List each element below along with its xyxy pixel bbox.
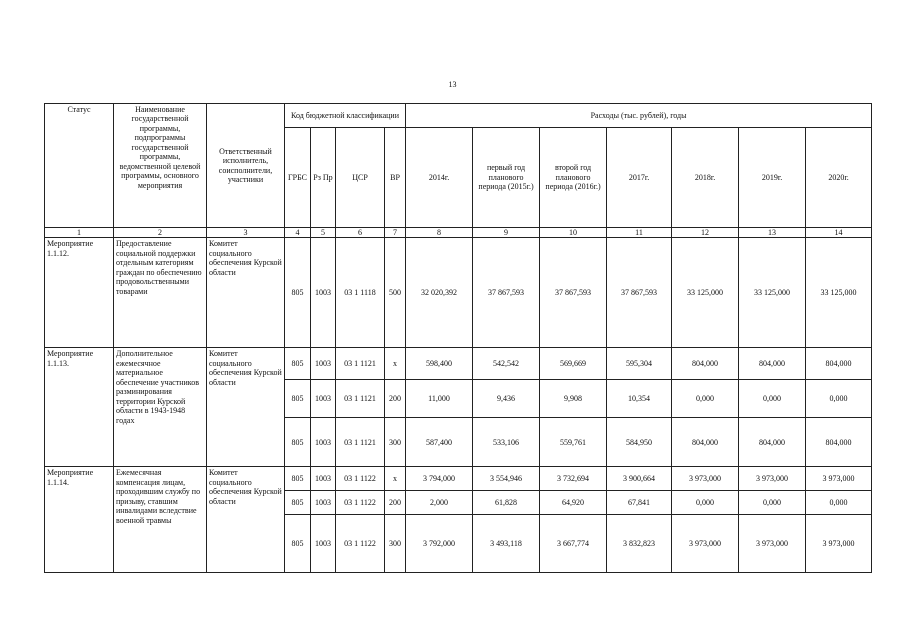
activity-status: Мероприятие 1.1.14. xyxy=(45,467,114,573)
table-row xyxy=(45,348,872,380)
value-cell: 595,304 xyxy=(607,348,672,380)
header-year: 2014г. xyxy=(406,128,473,228)
value-cell: 559,761 xyxy=(540,418,607,467)
header-status: Статус xyxy=(45,104,114,228)
header-csr: ЦСР xyxy=(336,128,385,228)
vr-cell: х xyxy=(385,467,406,491)
header-grbs: ГРБС xyxy=(285,128,311,228)
value-cell: 587,400 xyxy=(406,418,473,467)
rzpr-cell: 1003 xyxy=(311,348,336,380)
activity-responsible: Комитет социального обеспечения Курской области xyxy=(207,467,285,573)
column-number: 8 xyxy=(406,228,473,238)
column-number: 12 xyxy=(672,228,739,238)
grbs-cell: 805 xyxy=(285,491,311,515)
value-cell: 0,000 xyxy=(672,491,739,515)
value-cell: 584,950 xyxy=(607,418,672,467)
value-cell: 3 554,946 xyxy=(473,467,540,491)
value-cell: 3 792,000 xyxy=(406,515,473,573)
rzpr-cell: 1003 xyxy=(311,418,336,467)
column-number: 6 xyxy=(336,228,385,238)
header-rzpr: Рз Пр xyxy=(311,128,336,228)
value-cell: 804,000 xyxy=(672,348,739,380)
header-name: Наименование государственной программы, подпрограммы государственной программы, ведомственной целевой программы, основного мероприятия xyxy=(114,104,207,228)
value-cell: 9,436 xyxy=(473,380,540,418)
value-cell: 33 125,000 xyxy=(672,238,739,348)
value-cell: 32 020,392 xyxy=(406,238,473,348)
rzpr-cell: 1003 xyxy=(311,380,336,418)
vr-cell: 200 xyxy=(385,380,406,418)
value-cell: 33 125,000 xyxy=(739,238,806,348)
csr-cell: 03 1 1121 xyxy=(336,348,385,380)
grbs-cell: 805 xyxy=(285,348,311,380)
value-cell: 3 667,774 xyxy=(540,515,607,573)
rzpr-cell: 1003 xyxy=(311,467,336,491)
csr-cell: 03 1 1122 xyxy=(336,515,385,573)
value-cell: 804,000 xyxy=(739,418,806,467)
value-cell: 9,908 xyxy=(540,380,607,418)
value-cell: 804,000 xyxy=(806,418,872,467)
activity-responsible: Комитет социального обеспечения Курской области xyxy=(207,348,285,467)
column-number: 5 xyxy=(311,228,336,238)
value-cell: 3 973,000 xyxy=(739,515,806,573)
activity-name: Дополнительное ежемесячное материальное обеспечение участников разминирования территории Курской области в 1943-1948 годах xyxy=(114,348,207,467)
grbs-cell: 805 xyxy=(285,418,311,467)
value-cell: 533,106 xyxy=(473,418,540,467)
vr-cell: 200 xyxy=(385,491,406,515)
header-year: второй год планового периода (2016г.) xyxy=(540,128,607,228)
activity-responsible: Комитет социального обеспечения Курской области xyxy=(207,238,285,348)
header-year: первый год планового периода (2015г.) xyxy=(473,128,540,228)
activity-status: Мероприятие 1.1.13. xyxy=(45,348,114,467)
header-year: 2020г. xyxy=(806,128,872,228)
rzpr-cell: 1003 xyxy=(311,491,336,515)
value-cell: 37 867,593 xyxy=(607,238,672,348)
column-numbers-row xyxy=(45,228,872,238)
activity-name: Ежемесячная компенсация лицам, проходившим службу по призыву, ставшим инвалидами вследствие военной травмы xyxy=(114,467,207,573)
value-cell: 67,841 xyxy=(607,491,672,515)
value-cell: 3 832,823 xyxy=(607,515,672,573)
table-row xyxy=(45,467,872,491)
grbs-cell: 805 xyxy=(285,238,311,348)
value-cell: 37 867,593 xyxy=(473,238,540,348)
value-cell: 0,000 xyxy=(672,380,739,418)
table-row xyxy=(45,238,872,348)
rzpr-cell: 1003 xyxy=(311,515,336,573)
activity-name: Предоставление социальной поддержки отдельным категориям граждан по обеспечению продовольственными товарами xyxy=(114,238,207,348)
value-cell: 3 973,000 xyxy=(806,467,872,491)
header-year: 2019г. xyxy=(739,128,806,228)
grbs-cell: 805 xyxy=(285,515,311,573)
value-cell: 3 973,000 xyxy=(739,467,806,491)
value-cell: 804,000 xyxy=(806,348,872,380)
value-cell: 33 125,000 xyxy=(806,238,872,348)
column-number: 13 xyxy=(739,228,806,238)
header-year: 2018г. xyxy=(672,128,739,228)
column-number: 4 xyxy=(285,228,311,238)
value-cell: 0,000 xyxy=(806,491,872,515)
vr-cell: х xyxy=(385,348,406,380)
value-cell: 11,000 xyxy=(406,380,473,418)
value-cell: 3 794,000 xyxy=(406,467,473,491)
value-cell: 61,828 xyxy=(473,491,540,515)
column-number: 9 xyxy=(473,228,540,238)
value-cell: 804,000 xyxy=(672,418,739,467)
activity-status: Мероприятие 1.1.12. xyxy=(45,238,114,348)
value-cell: 0,000 xyxy=(806,380,872,418)
value-cell: 10,354 xyxy=(607,380,672,418)
column-number: 11 xyxy=(607,228,672,238)
value-cell: 3 973,000 xyxy=(806,515,872,573)
column-number: 10 xyxy=(540,228,607,238)
grbs-cell: 805 xyxy=(285,380,311,418)
csr-cell: 03 1 1121 xyxy=(336,380,385,418)
value-cell: 2,000 xyxy=(406,491,473,515)
column-number: 14 xyxy=(806,228,872,238)
csr-cell: 03 1 1122 xyxy=(336,467,385,491)
value-cell: 37 867,593 xyxy=(540,238,607,348)
header-year: 2017г. xyxy=(607,128,672,228)
csr-cell: 03 1 1122 xyxy=(336,491,385,515)
grbs-cell: 805 xyxy=(285,467,311,491)
column-number: 7 xyxy=(385,228,406,238)
value-cell: 804,000 xyxy=(739,348,806,380)
vr-cell: 300 xyxy=(385,418,406,467)
header-budget-code-group: Код бюджетной классификации xyxy=(285,104,406,128)
value-cell: 598,400 xyxy=(406,348,473,380)
header-responsible: Ответственный исполнитель, соисполнители, участники xyxy=(207,104,285,228)
vr-cell: 300 xyxy=(385,515,406,573)
vr-cell: 500 xyxy=(385,238,406,348)
page-number: 13 xyxy=(448,80,457,89)
value-cell: 3 973,000 xyxy=(672,515,739,573)
column-number: 1 xyxy=(45,228,114,238)
value-cell: 3 973,000 xyxy=(672,467,739,491)
value-cell: 3 900,664 xyxy=(607,467,672,491)
header-expenses-group: Расходы (тыс. рублей), годы xyxy=(406,104,872,128)
value-cell: 0,000 xyxy=(739,491,806,515)
csr-cell: 03 1 1121 xyxy=(336,418,385,467)
value-cell: 0,000 xyxy=(739,380,806,418)
value-cell: 64,920 xyxy=(540,491,607,515)
header-vr: ВР xyxy=(385,128,406,228)
csr-cell: 03 1 1118 xyxy=(336,238,385,348)
column-number: 3 xyxy=(207,228,285,238)
rzpr-cell: 1003 xyxy=(311,238,336,348)
budget-table xyxy=(44,103,872,573)
value-cell: 3 493,118 xyxy=(473,515,540,573)
value-cell: 569,669 xyxy=(540,348,607,380)
column-number: 2 xyxy=(114,228,207,238)
value-cell: 542,542 xyxy=(473,348,540,380)
value-cell: 3 732,694 xyxy=(540,467,607,491)
